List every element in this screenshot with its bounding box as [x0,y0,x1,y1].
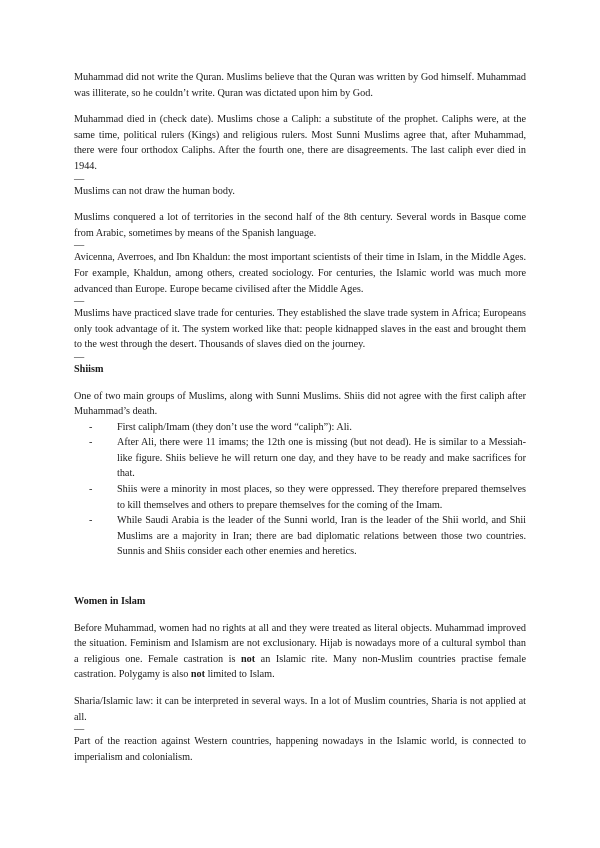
bullet-marker: - [89,421,93,433]
paragraph-shiism-intro: One of two main groups of Muslims, along with Sunni Muslims. Shiis did not agree with the first caliph after Muhammad’s death. [74,390,526,418]
separator: — [74,724,85,736]
heading-shiism: Shiism [74,363,104,375]
list-item-text: After Ali, there were 11 imams; the 12th one is missing (but not dead). He is similar to a Messiah-like figure. Shiis believe he will return one day, and they have to be ready and make sacrifices for that. [117,437,526,480]
text-run: limited to Islam. [205,669,275,681]
separator: — [74,173,85,185]
list-item-text: First caliph/Imam (they don’t use the word “caliph”): Ali. [117,421,352,433]
bold-text-not: not [241,653,256,665]
list-item [89,420,526,436]
spacer [74,560,526,594]
bullet-marker: - [89,437,93,449]
spacer [74,610,526,621]
paragraph-human-body: Muslims can not draw the human body. [74,185,235,197]
list-item-text: Shiis were a minority in most places, so they were oppressed. They therefore prepared themselves to kill themselves and others to prepare themselves for the coming of the Imam. [117,484,526,511]
text-run: an Islamic rite. Many non-Muslim countries practise female castration. Polygamy is also [74,653,526,681]
separator: — [74,240,85,252]
heading-women-in-islam: Women in Islam [74,596,146,608]
spacer [74,378,526,389]
bullet-marker: - [89,515,93,527]
separator: — [74,296,85,308]
spacer [74,683,526,694]
paragraph-women [74,621,526,683]
list-item [89,513,526,560]
separator: — [74,351,85,363]
list-item-text: While Saudi Arabia is the leader of the Sunni world, Iran is the leader of the Shii world, and Shii Muslims are a majority in Iran; there are bad diplomatic relations between those two countries. Sunnis and Shiis consider each other enemies and heretics. [117,515,526,558]
paragraph-caliphs: Muhammad died in (check date). Muslims chose a Caliph: a substitute of the prophet. Caliphs were, at the same time, political rulers (Kings) and religious rulers. Most Sunni Muslims agree that, after Muhammad, there were four orthodox Caliphs. After the fourth one, there are disagreements. The last caliph ever died in 1944. [74,114,526,172]
paragraph-conquest: Muslims conquered a lot of territories in the second half of the 8th century. Several words in Basque come from Arabic, sometimes by means of the Spanish language. [74,212,526,239]
paragraph-scientists: Avicenna, Averroes, and Ibn Khaldun: the most important scientists of their time in Islam, in the Middle Ages. For example, Khaldun, among others, created sociology. For centuries, the Islamic world was much more advanced than Europe. Europe became civilised after the Middle Ages. [74,252,526,295]
spacer [74,101,526,112]
text-run: Before Muhammad, women had no rights at all and they were treated as literal objects. Muhammad improved the situation. Feminism and Islamism are not exclusionary. Hijab is nowadays more of a cultural symbol than a religious one. Female castration is [74,622,526,665]
bullet-marker: - [89,484,93,496]
list-item [89,435,526,482]
paragraph-imperialism: Part of the reaction against Western countries, happening nowadays in the Islamic world, is connected to imperialism and colonialism. [74,736,526,763]
paragraph-sharia: Sharia/Islamic law: it can be interpreted in several ways. In a lot of Muslim countries, Sharia is not applied at all. [74,696,526,723]
list-item [89,482,526,513]
paragraph-quran: Muhammad did not write the Quran. Muslims believe that the Quran was written by God himself. Muhammad was illiterate, so he couldn’t write. Quran was dictated upon him by God. [74,72,526,99]
paragraph-slave-trade: Muslims have practiced slave trade for centuries. They established the slave trade system in Africa; Europeans only took advantage of it. The system worked like that: people kidnapped slaves in the east and brought them to the west through the desert. Thousands of slaves died on the journey. [74,308,526,351]
spacer [74,199,526,210]
bold-text-not: not [190,669,206,681]
shiism-bullet-list [74,420,526,560]
